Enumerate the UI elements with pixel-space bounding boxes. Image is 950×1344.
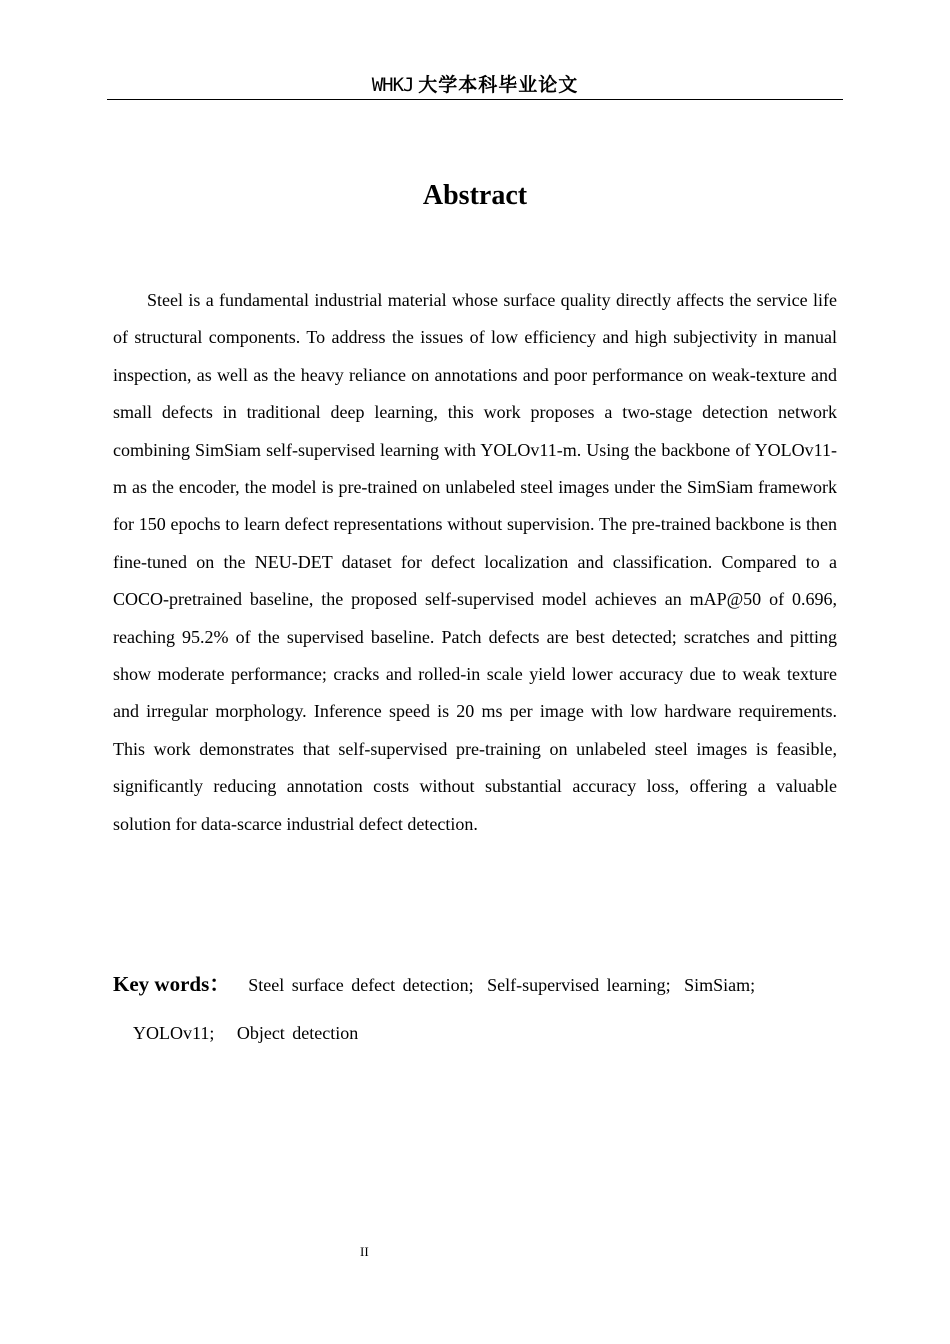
running-header — [107, 72, 843, 99]
keyword-item: Steel surface defect detection; — [248, 975, 474, 995]
header-rule — [107, 99, 843, 100]
abstract-paragraph: Steel is a fundamental industrial material whose surface quality directly affects the service life of structural components. To address the issues of low efficiency and high subjectivity in manual inspection, as well as the heavy reliance on annotations and poor performance on weak-texture and small defects in traditional deep learning, this work proposes a two-stage detection network combining SimSiam self-supervised learning with YOLOv11-m. Using the backbone of YOLOv11-m as the encoder, the model is pre-trained on unlabeled steel images under the SimSiam framework for 150 epochs to learn defect representations without supervision. The pre-trained backbone is then fine-tuned on the NEU-DET dataset for defect localization and classification. Compared to a COCO-pretrained baseline, the proposed self-supervised model achieves an mAP@50 of 0.696, reaching 95.2% of the supervised baseline. Patch defects are best detected; scratches and pitting show moderate performance; cracks and rolled-in scale yield lower accuracy due to weak texture and irregular morphology. Inference speed is 20 ms per image with low hardware requirements. This work demonstrates that self-supervised pre-training on unlabeled steel images is feasible, significantly reducing annotation costs without substantial accuracy loss, offering a valuable solution for data-scarce industrial defect detection. — [113, 290, 837, 834]
header-school-code: WHKJ — [371, 74, 414, 96]
keyword-item: YOLOv11; — [133, 1023, 215, 1043]
page-number: II — [360, 1244, 369, 1259]
keywords-line-1 — [113, 968, 853, 1001]
page-title: Abstract — [422, 180, 528, 211]
header-thesis-type: 大学本科毕业论文 — [418, 74, 579, 96]
keyword-item: Object detection — [236, 1023, 359, 1043]
keywords-label: Key words： — [113, 972, 231, 996]
keyword-item: SimSiam; — [684, 975, 756, 995]
keywords-line-2 — [133, 1017, 358, 1049]
keyword-item: Self-supervised learning; — [487, 975, 671, 995]
